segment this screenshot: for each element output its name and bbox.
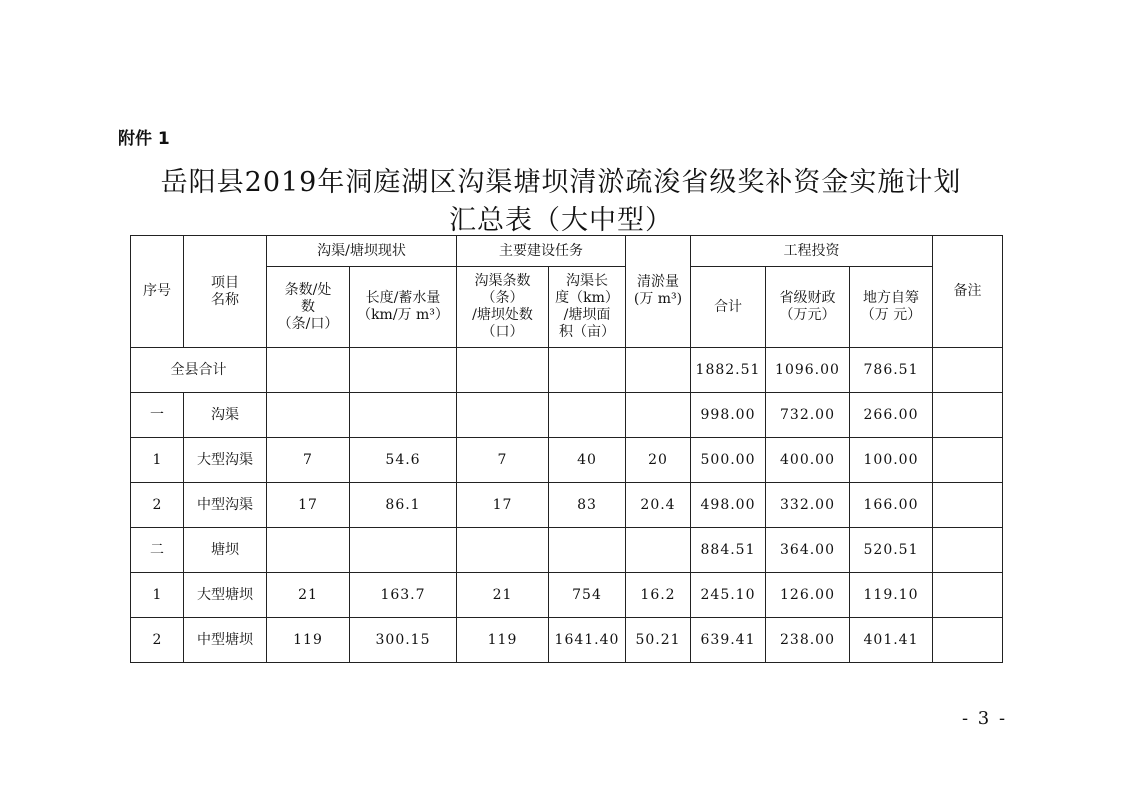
table-row	[131, 438, 1003, 483]
county-total-label: 全县合计	[131, 348, 267, 393]
header-project-line1: 项目	[211, 274, 239, 291]
cell-task-count: 7	[457, 438, 549, 483]
header-length-line2: （km/万 m³）	[357, 307, 449, 323]
header-length-line1: 长度/蓄水量	[365, 290, 441, 306]
cell-task-length	[549, 528, 626, 573]
cell-total: 245.10	[691, 573, 766, 618]
cell-count: 21	[267, 573, 350, 618]
cell-dredge: 20.4	[626, 483, 691, 528]
table-row	[131, 483, 1003, 528]
cell-total: 498.00	[691, 483, 766, 528]
cell-local: 786.51	[850, 348, 933, 393]
cell-local: 166.00	[850, 483, 933, 528]
cell-dredge	[626, 528, 691, 573]
table-row	[131, 573, 1003, 618]
header-local-line1: 地方自筹	[863, 290, 919, 306]
cell-provincial: 126.00	[766, 573, 850, 618]
header-provincial-line1: 省级财政	[779, 290, 836, 306]
header-task-count-line4: （口）	[481, 324, 524, 340]
cell-length: 163.7	[350, 573, 457, 618]
cell-count	[267, 348, 350, 393]
cell-name: 塘坝	[184, 528, 267, 573]
header-task-length	[549, 267, 626, 348]
cell-remark	[933, 393, 1003, 438]
header-row-groups	[131, 236, 1003, 267]
cell-length: 300.15	[350, 618, 457, 663]
cell-provincial: 400.00	[766, 438, 850, 483]
cell-dredge	[626, 348, 691, 393]
cell-task-length	[549, 393, 626, 438]
cell-local: 119.10	[850, 573, 933, 618]
header-provincial	[766, 267, 850, 348]
header-task-count	[457, 267, 549, 348]
header-remark: 备注	[933, 236, 1003, 348]
funding-plan-table	[130, 235, 1003, 663]
header-project-line2: 名称	[211, 291, 239, 308]
cell-name: 中型塘坝	[184, 618, 267, 663]
cell-name: 沟渠	[184, 393, 267, 438]
table-row	[131, 528, 1003, 573]
header-dredge-line2: (万 m³)	[633, 291, 683, 307]
cell-remark	[933, 483, 1003, 528]
cell-dredge: 50.21	[626, 618, 691, 663]
header-dredge	[626, 236, 691, 348]
header-group-invest: 工程投资	[691, 236, 933, 267]
header-local	[850, 267, 933, 348]
header-task-count-line1: 沟渠条数	[474, 273, 531, 289]
cell-provincial: 364.00	[766, 528, 850, 573]
cell-seq: 2	[131, 483, 184, 528]
cell-local: 520.51	[850, 528, 933, 573]
header-project	[184, 236, 267, 348]
cell-dredge: 20	[626, 438, 691, 483]
header-group-tasks: 主要建设任务	[457, 236, 626, 267]
header-count-line3: （条/口）	[277, 315, 339, 332]
cell-name: 大型塘坝	[184, 573, 267, 618]
page-number: - 3 -	[962, 708, 1008, 729]
cell-length: 54.6	[350, 438, 457, 483]
cell-provincial: 1096.00	[766, 348, 850, 393]
header-provincial-line2: （万元）	[779, 307, 836, 323]
cell-total: 500.00	[691, 438, 766, 483]
cell-task-count	[457, 393, 549, 438]
cell-dredge: 16.2	[626, 573, 691, 618]
cell-task-count: 21	[457, 573, 549, 618]
county-total-row	[131, 348, 1003, 393]
cell-count	[267, 528, 350, 573]
cell-provincial: 238.00	[766, 618, 850, 663]
header-task-count-line2: （条）	[481, 290, 524, 306]
table-row	[131, 618, 1003, 663]
cell-dredge	[626, 393, 691, 438]
cell-task-length: 83	[549, 483, 626, 528]
cell-task-count: 119	[457, 618, 549, 663]
cell-task-length	[549, 348, 626, 393]
cell-count: 119	[267, 618, 350, 663]
header-task-count-line3: /塘坝处数	[472, 307, 533, 323]
cell-provincial: 332.00	[766, 483, 850, 528]
cell-seq: 一	[131, 393, 184, 438]
cell-remark	[933, 528, 1003, 573]
cell-task-length: 40	[549, 438, 626, 483]
cell-seq: 1	[131, 438, 184, 483]
header-task-length-line1: 沟渠长	[566, 273, 608, 289]
cell-remark	[933, 573, 1003, 618]
cell-local: 100.00	[850, 438, 933, 483]
header-count-line1: 条数/处	[284, 281, 332, 298]
cell-task-count: 17	[457, 483, 549, 528]
header-task-length-line2: 度（km）	[555, 290, 619, 306]
cell-task-length: 1641.40	[549, 618, 626, 663]
cell-provincial: 732.00	[766, 393, 850, 438]
header-seq: 序号	[131, 236, 184, 348]
header-task-length-line3: /塘坝面	[563, 307, 611, 323]
document-subtitle: 汇总表（大中型）	[449, 205, 673, 236]
cell-name: 中型沟渠	[184, 483, 267, 528]
cell-count: 7	[267, 438, 350, 483]
cell-seq: 2	[131, 618, 184, 663]
cell-length	[350, 528, 457, 573]
cell-local: 266.00	[850, 393, 933, 438]
header-dredge-line1: 清淤量	[637, 274, 679, 290]
header-count	[267, 267, 350, 348]
cell-total: 998.00	[691, 393, 766, 438]
cell-local: 401.41	[850, 618, 933, 663]
annex-label: 附件 1	[118, 129, 170, 149]
cell-count	[267, 393, 350, 438]
cell-count: 17	[267, 483, 350, 528]
header-total: 合计	[691, 267, 766, 348]
table-row	[131, 393, 1003, 438]
cell-length: 86.1	[350, 483, 457, 528]
document-title: 岳阳县2019年洞庭湖区沟渠塘坝清淤疏浚省级奖补资金实施计划	[160, 167, 962, 198]
cell-remark	[933, 348, 1003, 393]
header-task-length-line4: 积（亩）	[559, 324, 615, 340]
cell-remark	[933, 618, 1003, 663]
cell-total: 884.51	[691, 528, 766, 573]
cell-total: 639.41	[691, 618, 766, 663]
cell-total: 1882.51	[691, 348, 766, 393]
cell-seq: 二	[131, 528, 184, 573]
header-group-status: 沟渠/塘坝现状	[267, 236, 457, 267]
header-count-line2: 数	[301, 298, 315, 315]
cell-task-count	[457, 528, 549, 573]
cell-name: 大型沟渠	[184, 438, 267, 483]
cell-remark	[933, 438, 1003, 483]
cell-length	[350, 348, 457, 393]
header-local-line2: （万 元）	[860, 307, 922, 323]
cell-seq: 1	[131, 573, 184, 618]
cell-task-length: 754	[549, 573, 626, 618]
header-length	[350, 267, 457, 348]
cell-task-count	[457, 348, 549, 393]
cell-length	[350, 393, 457, 438]
